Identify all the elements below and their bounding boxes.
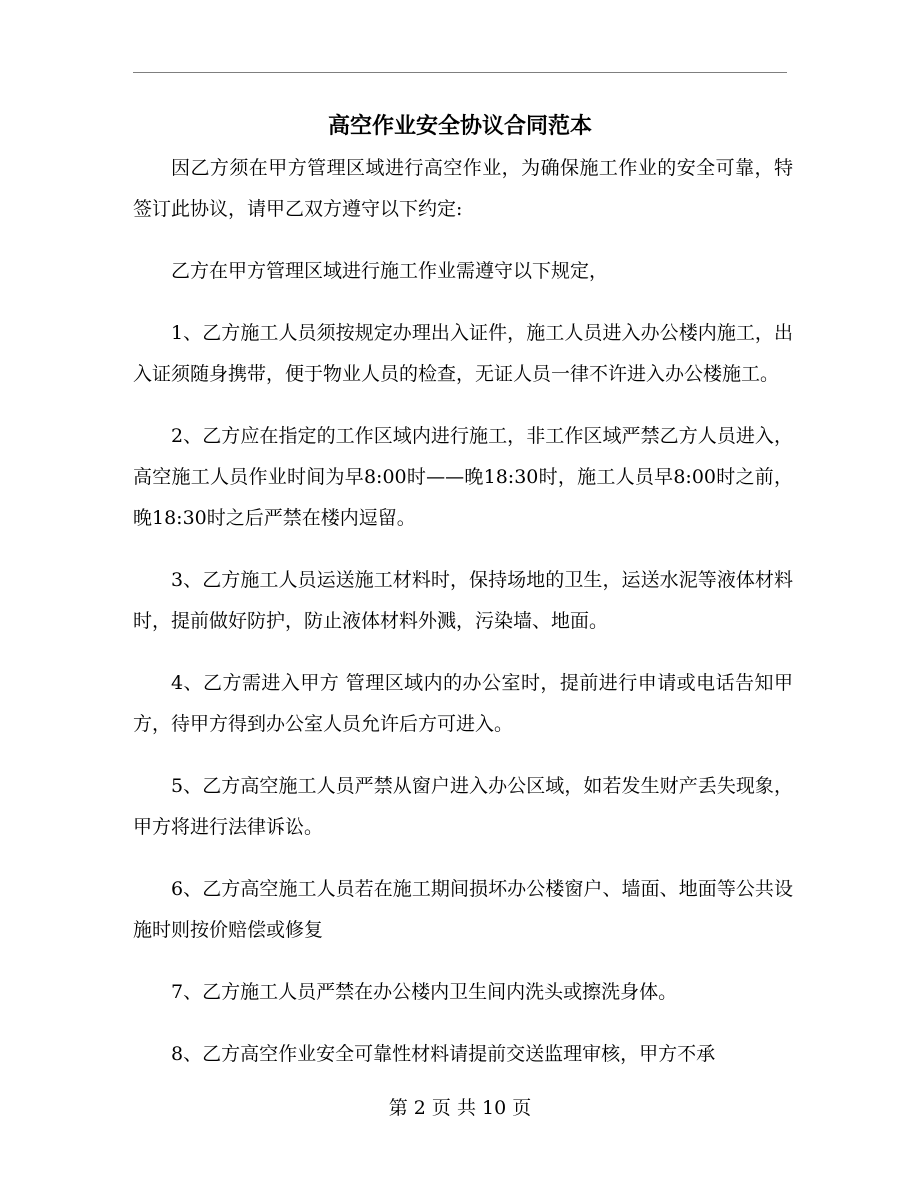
paragraph-rule-1: 1、乙方施工人员须按规定办理出入证件，施工人员进入办公楼内施工，出入证须随身携带，便于物业人员的检查，无证人员一律不许进入办公楼施工。 (133, 322, 793, 385)
paragraph-rule-8: 8、乙方高空作业安全可靠性材料请提前交送监理审核，甲方不承 (171, 1043, 716, 1065)
paragraph-rules-lead: 乙方在甲方管理区域进行施工作业需遵守以下规定， (171, 260, 609, 282)
paragraph-rule-3: 3、乙方施工人员运送施工材料时，保持场地的卫生，运送水泥等液体材料时，提前做好防护，防止液体材料外溅，污染墙、地面。 (133, 569, 793, 632)
document-body (133, 148, 793, 1096)
paragraph-intro: 因乙方须在甲方管理区域进行高空作业，为确保施工作业的安全可靠，特签订此协议，请甲乙双方遵守以下约定: (133, 157, 793, 220)
paragraph-rule-7: 7、乙方施工人员严禁在办公楼内卫生间内洗头或擦洗身体。 (171, 981, 678, 1003)
document-title: 高空作业安全协议合同范本 (327, 113, 592, 139)
paragraph-rule-2: 2、乙方应在指定的工作区域内进行施工，非工作区域严禁乙方人员进入，高空施工人员作业时间为早8:00时——晚18:30时，施工人员早8:00时之前，晚18:30时之后严禁在楼内逗留。 (133, 425, 793, 529)
paragraph-rule-5: 5、乙方高空施工人员严禁从窗户进入办公区域，如若发生财产丢失现象，甲方将进行法律诉讼。 (133, 775, 793, 838)
paragraph-rule-6: 6、乙方高空施工人员若在施工期间损坏办公楼窗户、墙面、地面等公共设施时则按价赔偿或修复 (133, 878, 793, 941)
paragraph-rule-4: 4、乙方需进入甲方 管理区域内的办公室时，提前进行申请或电话告知甲方，待甲方得到办公室人员允许后方可进入。 (133, 672, 793, 735)
page-number-footer: 第 2 页 共 10 页 (388, 1097, 532, 1119)
header-rule (133, 72, 787, 73)
